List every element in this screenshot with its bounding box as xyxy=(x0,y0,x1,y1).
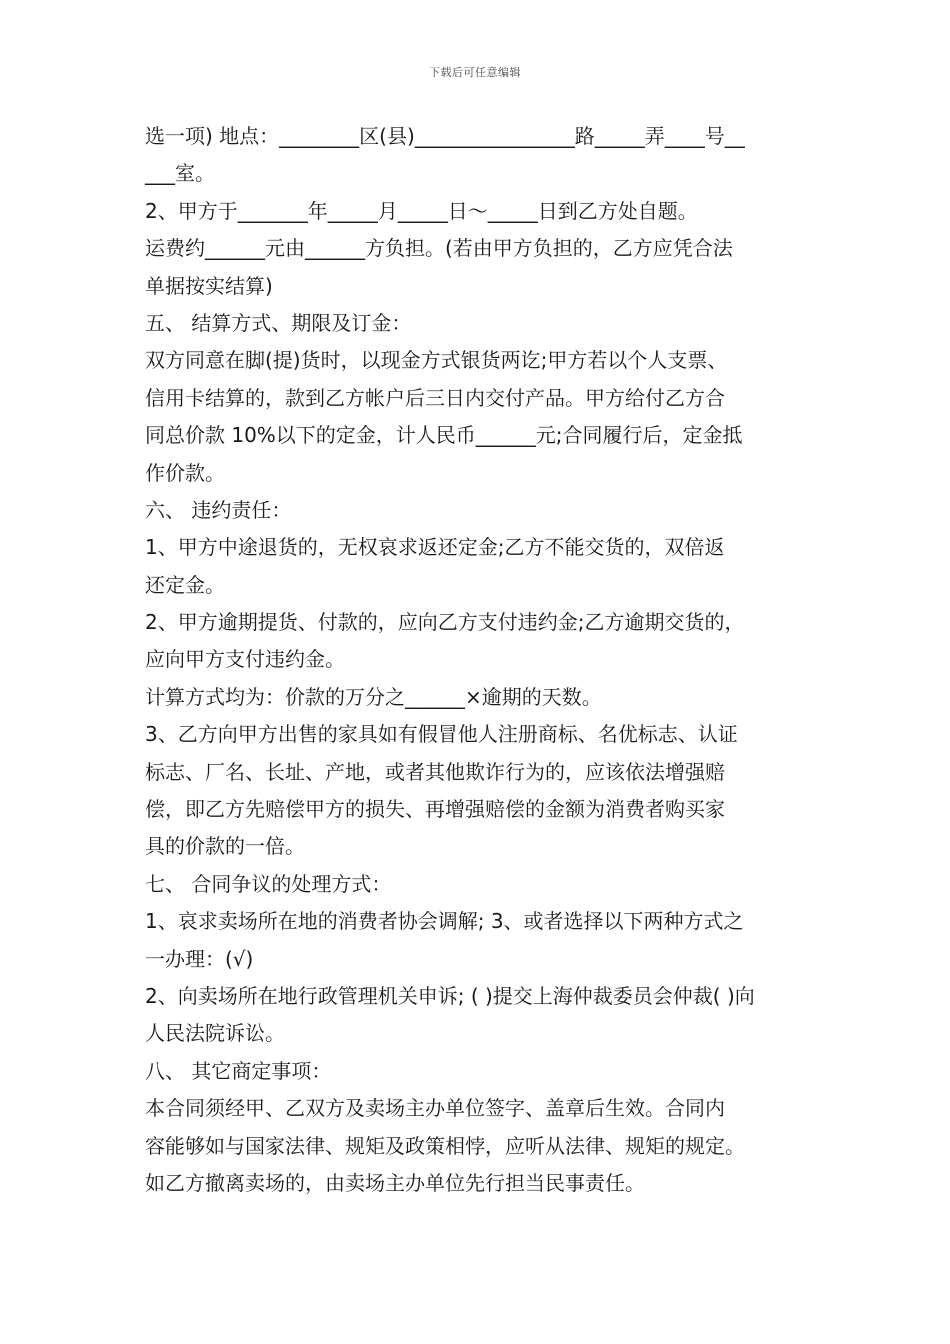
text-line: 运费约______元由______方负担。(若由甲方负担的，乙方应凭合法 xyxy=(145,236,733,261)
text-line: 1、甲方中途退货的，无权哀求返还定金;乙方不能交货的，双倍返 xyxy=(145,535,725,560)
text-line: 应向甲方支付违约金。 xyxy=(145,647,345,672)
text-line: 本合同须经甲、乙双方及卖场主办单位签字、盖章后生效。合同内 xyxy=(145,1096,725,1121)
text-line: 人民法院诉讼。 xyxy=(145,1021,285,1046)
text-line: 标志、厂名、长址、产地，或者其他欺诈行为的，应该依法增强赔 xyxy=(145,759,725,784)
page-header: 下载后可任意编辑 xyxy=(429,66,521,79)
text-line: 2、向卖场所在地行政管理机关申诉; ( )提交上海仲裁委员会仲裁( )向 xyxy=(145,983,755,1008)
text-line: 偿，即乙方先赔偿甲方的损失、再增强赔偿的金额为消费者购买家 xyxy=(145,797,725,822)
section-heading: 七、 合同争议的处理方式： xyxy=(145,871,392,896)
section-heading: 八、 其它商定事项： xyxy=(145,1058,332,1083)
text-line: 2、甲方于_______年_____月_____日～_____日到乙方处自题。 xyxy=(145,198,698,223)
text-line: 信用卡结算的，款到乙方帐户后三日内交付产品。甲方给付乙方合 xyxy=(145,385,725,410)
document-body xyxy=(145,118,825,1202)
text-line: 如乙方撤离卖场的，由卖场主办单位先行担当民事责任。 xyxy=(145,1170,645,1195)
text-line: 双方同意在脚(提)货时，以现金方式银货两讫;甲方若以个人支票、 xyxy=(145,348,728,373)
text-line: 2、甲方逾期提货、付款的，应向乙方支付违约金;乙方逾期交货的， xyxy=(145,610,745,635)
section-heading: 六、 违约责任： xyxy=(145,497,292,522)
text-line: 还定金。 xyxy=(145,572,225,597)
text-line: 一办理：(√) xyxy=(145,946,254,971)
text-line: 计算方式均为：价款的万分之______×逾期的天数。 xyxy=(145,684,602,709)
text-line: ___室。 xyxy=(145,161,215,186)
section-heading: 五、 结算方式、期限及订金： xyxy=(145,310,412,335)
text-line: 作价款。 xyxy=(145,460,225,485)
text-line: 具的价款的一倍。 xyxy=(145,834,305,859)
text-line: 3、乙方向甲方出售的家具如有假冒他人注册商标、名优标志、认证 xyxy=(145,722,738,747)
text-line: 单据按实结算) xyxy=(145,273,273,298)
text-line: 容能够如与国家法律、规矩及政策相悖，应听从法律、规矩的规定。 xyxy=(145,1133,745,1158)
text-line: 选一项) 地点：________区(县)________________路_____弄____号__ xyxy=(145,124,745,148)
text-line: 同总价款 10%以下的定金，计人民币______元;合同履行后，定金抵 xyxy=(145,423,743,448)
text-line: 1、哀求卖场所在地的消费者协会调解; 3、或者选择以下两种方式之 xyxy=(145,909,744,934)
